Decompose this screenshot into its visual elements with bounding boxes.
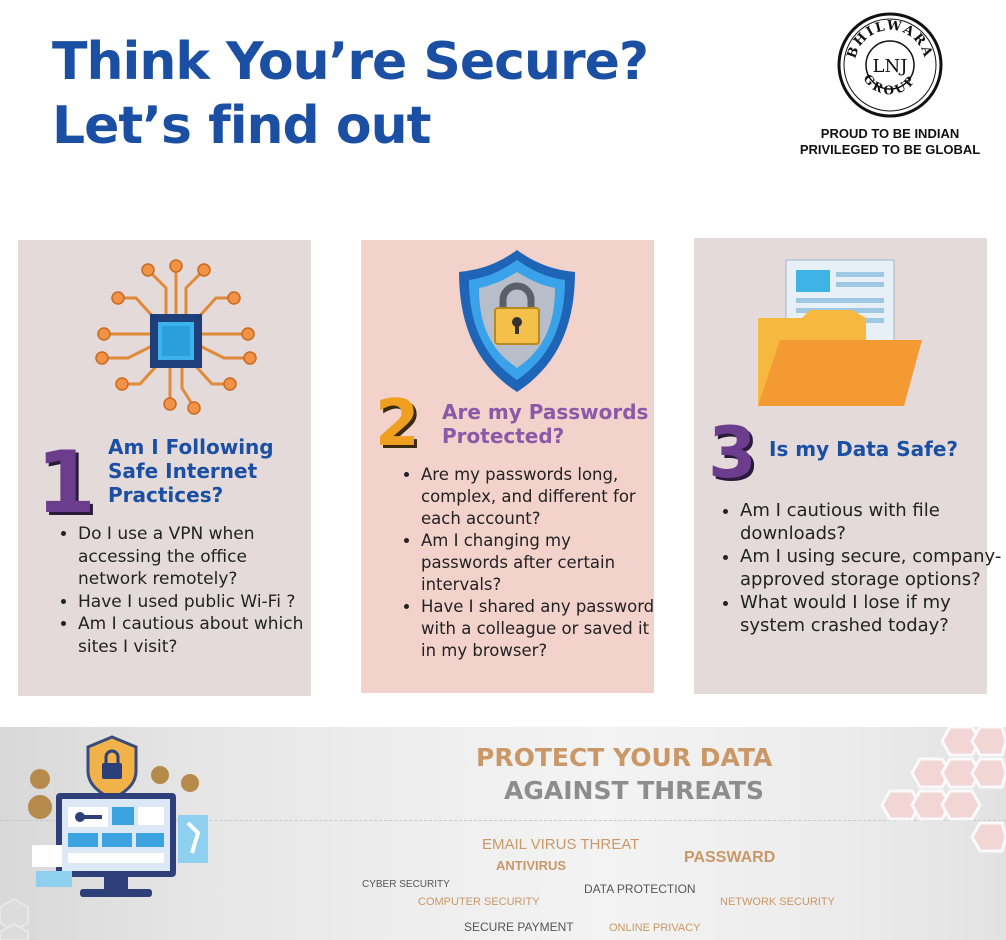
- list-item: • Am I using secure, company-approved storage options?: [740, 545, 1002, 591]
- page-title: [52, 30, 648, 158]
- card-number: 1: [36, 433, 96, 533]
- list-item: • Have I used public Wi-Fi ?: [78, 591, 318, 614]
- card-number: 3: [708, 412, 757, 494]
- card-heading: [108, 435, 274, 507]
- circuit-chip-icon: [88, 258, 258, 418]
- list-item: • Are my passwords long, complex, and different for each account?: [421, 464, 661, 530]
- bhilwara-logo: [835, 10, 945, 120]
- keyword-data-protection: DATA PROTECTION: [584, 882, 696, 896]
- heading-line: Am I Following: [108, 435, 274, 459]
- shield-lock-icon: [453, 246, 581, 396]
- title-line-1: Think You’re Secure?: [52, 32, 649, 92]
- computer-security-illustration: [0, 727, 240, 940]
- list-item: • What would I lose if my system crashed today?: [740, 591, 1002, 637]
- keyword-computer-security: COMPUTER SECURITY: [418, 896, 540, 908]
- tagline-line-2: PRIVILEGED TO BE GLOBAL: [799, 142, 981, 157]
- heading-line: Is my Data Safe?: [769, 437, 959, 461]
- heading-line: Protected?: [442, 424, 565, 448]
- keyword-antivirus: ANTIVIRUS: [496, 858, 567, 873]
- logo-monogram: LNJ: [872, 56, 908, 77]
- keyword-online-privacy: ONLINE PRIVACY: [609, 922, 701, 934]
- list-item: • Do I use a VPN when accessing the office network remotely?: [78, 523, 318, 591]
- tagline: [790, 126, 990, 158]
- question-list: [58, 523, 318, 658]
- hexagon-pattern: [880, 727, 1006, 887]
- logo-text-top: BHILWARA: [844, 18, 936, 61]
- keyword-network-security: NETWORK SECURITY: [720, 896, 835, 908]
- card-heading: [769, 437, 958, 461]
- list-item: • Am I changing my passwords after certain intervals?: [421, 530, 661, 596]
- keyword-passward: PASSWARD: [684, 849, 776, 866]
- card-data-safe: [694, 238, 1002, 694]
- card-number: 2: [375, 387, 420, 461]
- card-heading: [442, 400, 648, 448]
- folder-document-icon: [756, 256, 926, 411]
- banner-headline-1: PROTECT YOUR DATA: [476, 743, 773, 772]
- heading-line: Safe Internet: [108, 459, 258, 483]
- tagline-line-1: PROUD TO BE INDIAN: [820, 126, 960, 141]
- banner-headline-2: AGAINST THREATS: [504, 776, 764, 805]
- title-line-2: Let’s find out: [52, 96, 431, 156]
- keyword-cyber-security: CYBER SECURITY: [362, 879, 450, 890]
- brand-block: [790, 10, 990, 158]
- question-list: [720, 499, 1002, 637]
- keyword-email-virus-threat: EMAIL VIRUS THREAT: [482, 836, 640, 853]
- logo-text-bottom: GROUP: [860, 71, 920, 98]
- list-item: • Am I cautious about which sites I visit?: [78, 613, 318, 658]
- heading-line: Are my Passwords: [442, 400, 649, 424]
- card-passwords: [361, 240, 654, 693]
- list-item: • Have I shared any password with a colleague or saved it in my browser?: [421, 596, 661, 662]
- keyword-secure-payment: SECURE PAYMENT: [464, 920, 574, 934]
- list-item: • Am I cautious with file downloads?: [740, 499, 1002, 545]
- banner-protect-data: [0, 727, 1006, 940]
- card-safe-internet: [18, 240, 311, 696]
- question-list: [401, 464, 661, 662]
- heading-line: Practices?: [108, 483, 224, 507]
